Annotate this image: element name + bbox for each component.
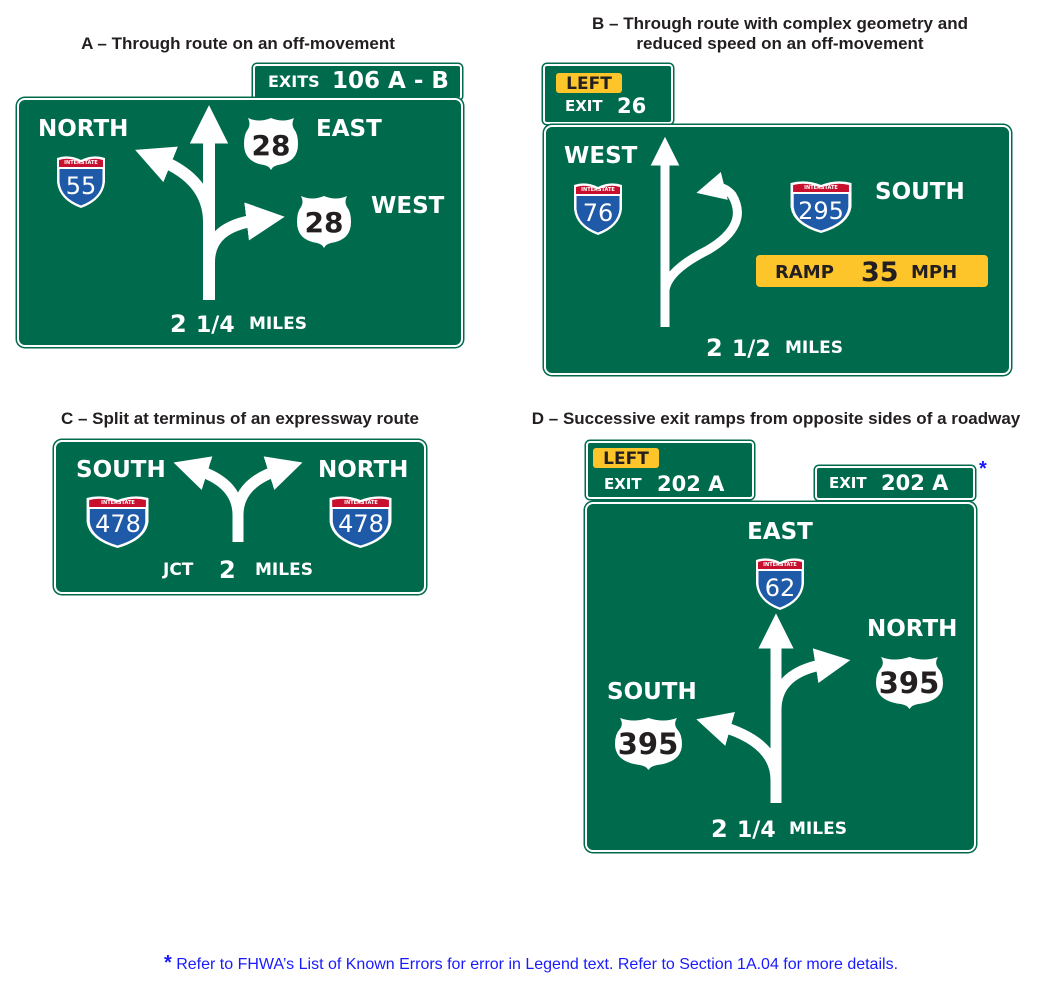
c-distance-unit: MILES [255, 560, 313, 580]
d-left-shield-number: 395 [617, 727, 679, 761]
a-distance-whole: 2 [170, 310, 187, 338]
error-star: * [979, 458, 987, 480]
c-right-shield-label: INTERSTATE [344, 500, 378, 506]
b-left-plaque-text: LEFT [566, 74, 612, 94]
d-left-dir: SOUTH [607, 679, 697, 705]
c-left-dir: SOUTH [76, 457, 166, 483]
c-right-shield-number: 478 [338, 510, 384, 538]
c-left-shield-label: INTERSTATE [101, 500, 135, 506]
b-ramp-unit: MPH [911, 262, 958, 283]
a-left-shield-number: 55 [65, 172, 97, 200]
b-left-shield-label: INTERSTATE [581, 187, 615, 193]
a-arrows-icon [160, 132, 258, 300]
d-tab1-number: 202 A [657, 472, 725, 496]
a-top-dir: EAST [316, 116, 382, 142]
footnote [0, 952, 1062, 975]
d-distance-whole: 2 [711, 815, 728, 843]
a-right-dir: WEST [371, 193, 445, 219]
a-exit-number: 106 A - B [332, 68, 449, 94]
b-left-dir: WEST [564, 143, 638, 169]
b-right-shield-label: INTERSTATE [804, 185, 838, 191]
d-distance-fraction: 1/4 [737, 818, 776, 843]
a-exit-prefix: EXITS [268, 72, 320, 91]
d-arrows-icon [720, 638, 826, 803]
b-right-shield-number: 295 [798, 197, 844, 225]
d-right-dir: NORTH [867, 616, 958, 642]
d-tab1-prefix: EXIT [604, 475, 642, 493]
a-right-shield-number: 28 [304, 206, 344, 239]
b-arrows-icon [665, 157, 737, 327]
caption-b-line2: reduced speed on an off-movement [636, 34, 924, 53]
d-tab2-number: 202 A [881, 471, 949, 495]
caption-b-line1: B – Through route with complex geometry and [592, 14, 968, 33]
c-distance-whole: 2 [219, 556, 236, 584]
b-distance-whole: 2 [706, 334, 723, 362]
b-distance-unit: MILES [785, 338, 843, 358]
a-top-shield-number: 28 [251, 129, 291, 162]
footnote-star: * [163, 952, 172, 974]
b-exit-prefix: EXIT [565, 97, 603, 115]
caption-c: C – Split at terminus of an expressway route [60, 409, 420, 428]
b-right-dir: SOUTH [875, 179, 965, 205]
b-distance-fraction: 1/2 [732, 337, 771, 362]
d-top-dir: EAST [747, 519, 813, 545]
d-tab2-prefix: EXIT [829, 474, 867, 492]
c-left-shield-number: 478 [95, 510, 141, 538]
d-distance-unit: MILES [789, 819, 847, 839]
a-distance-fraction: 1/4 [196, 313, 235, 338]
d-shield-label: INTERSTATE [763, 562, 797, 568]
b-ramp-word: RAMP [775, 262, 834, 283]
b-exit-number: 26 [617, 94, 647, 118]
a-distance-unit: MILES [249, 314, 307, 334]
c-right-dir: NORTH [318, 457, 409, 483]
d-right-shield-number: 395 [878, 666, 940, 700]
b-left-shield-number: 76 [582, 199, 614, 227]
a-shield-label: INTERSTATE [64, 160, 98, 166]
caption-a: A – Through route on an off-movement [81, 34, 395, 53]
caption-d: D – Successive exit ramps from opposite sides of a roadway [531, 409, 1021, 428]
a-left-dir: NORTH [38, 116, 129, 142]
c-jct: JCT [163, 560, 194, 580]
d-left-plaque-text: LEFT [603, 449, 649, 469]
b-ramp-speed: 35 [861, 257, 899, 288]
d-top-shield-number: 62 [764, 574, 796, 602]
footnote-text: Refer to FHWA’s List of Known Errors for error in Legend text. Refer to Section 1A.04 for more details. [176, 956, 899, 973]
c-split-arrow-icon [197, 470, 279, 542]
